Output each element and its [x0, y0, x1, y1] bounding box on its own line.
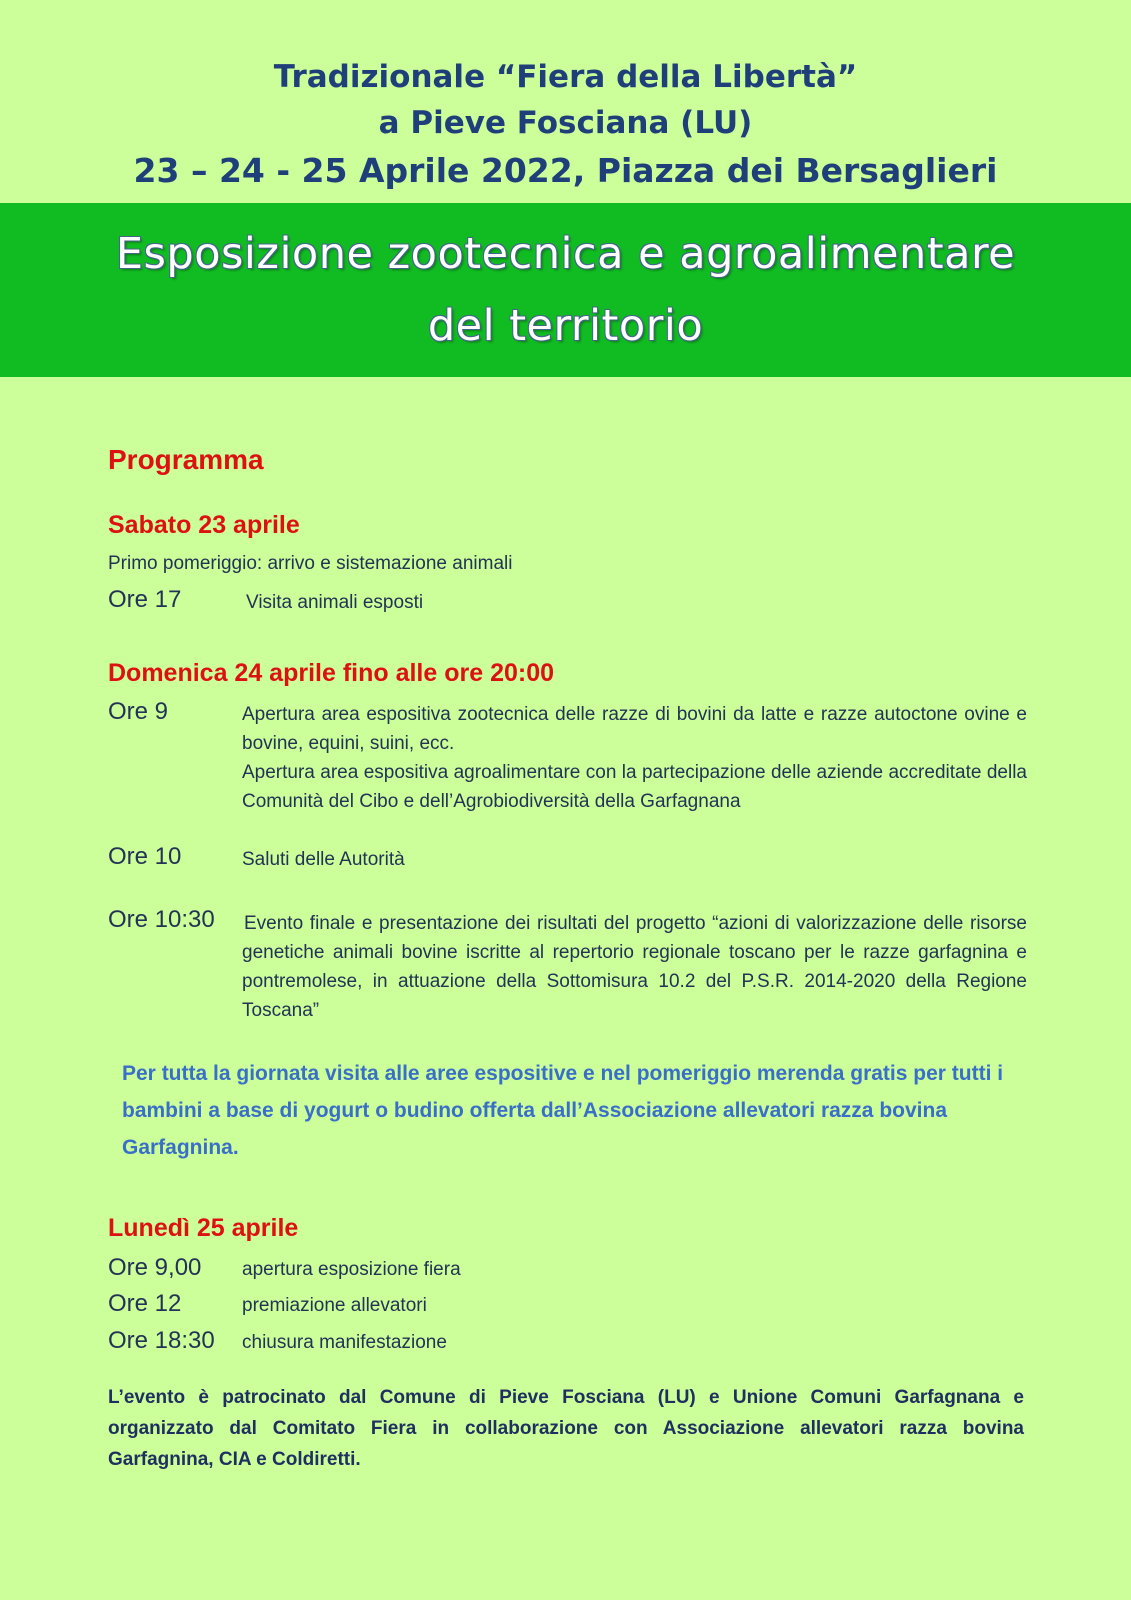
header-title: Tradizionale “Fiera della Libertà”	[273, 59, 858, 95]
saturday-activity: Visita animali esposti	[246, 592, 424, 613]
monday-item-awards: premiazione allevatori	[242, 1295, 427, 1316]
saturday-intro	[108, 553, 512, 575]
sunday-time-1030: Ore 10:30	[108, 906, 215, 933]
sunday-heading: Domenica 24 aprile fino alle ore 20:00	[108, 659, 555, 687]
sunday-item-1030: Evento finale e presentazione dei risultati del progetto “azioni di valorizzazione delle risorse genetiche animali bovine iscritte al repertorio regionale toscano per le razze garfagnina e pontremolese, in attuazione della Sottomisura 10.2 del P.S.R. 2014-2020 della Regione Toscana”	[242, 913, 1027, 1021]
saturday-heading: Sabato 23 aprile	[108, 511, 300, 539]
program-title: Programma	[108, 444, 264, 475]
event-header	[0, 54, 1131, 196]
patronage-footer: L’evento è patrocinato dal Comune di Pieve Fosciana (LU) e Unione Comuni Garfagnana e organizzato dal Comitato Fiera in collaborazione con Associazione allevatori razza bovina Garfagnina, CIA e Coldiretti.	[108, 1387, 1024, 1470]
saturday-intro-label: Primo pomeriggio	[108, 553, 257, 574]
header-dates: 23 – 24 - 25 Aprile 2022, Piazza dei Bersaglieri	[133, 151, 998, 190]
monday-heading: Lunedì 25 aprile	[108, 1214, 299, 1242]
monday-item-opening: apertura esposizione fiera	[242, 1259, 461, 1280]
sunday-time-10: Ore 10	[108, 843, 182, 870]
monday-time-900: Ore 9,00	[108, 1254, 202, 1281]
sunday-item-10: Saluti delle Autorità	[242, 849, 405, 870]
monday-time-1830: Ore 18:30	[108, 1327, 215, 1354]
monday-item-closing: chiusura manifestazione	[242, 1332, 447, 1353]
sunday-item-9-text-2: Apertura area espositiva agroalimentare con la partecipazione delle aziende accreditate della Comunità del Cibo e dell’Agrobiodiversità della Garfagnana	[242, 762, 1027, 812]
saturday-time: Ore 17	[108, 586, 182, 613]
saturday-intro-text: : arrivo e sistemazione animali	[256, 553, 513, 574]
children-snack-note: Per tutta la giornata visita alle aree espositive e nel pomeriggio merenda gratis per tutti i bambini a base di yogurt o budino offerta dall’Associazione allevatori razza bovina Garfagnina.	[122, 1062, 1004, 1159]
banner-line-2: del territorio	[427, 301, 704, 351]
exhibition-banner	[0, 203, 1131, 377]
monday-time-12: Ore 12	[108, 1290, 182, 1317]
banner-line-1: Esposizione zootecnica e agroalimentare	[115, 229, 1016, 279]
sunday-item-9	[242, 700, 1027, 816]
sunday-time-9: Ore 9	[108, 698, 169, 725]
header-location: a Pieve Fosciana (LU)	[378, 105, 753, 141]
sunday-item-9-text-1: Apertura area espositiva zootecnica delle razze di bovini da latte e razze autoctone ovine e bovine, equini, suini, ecc.	[242, 704, 1027, 754]
